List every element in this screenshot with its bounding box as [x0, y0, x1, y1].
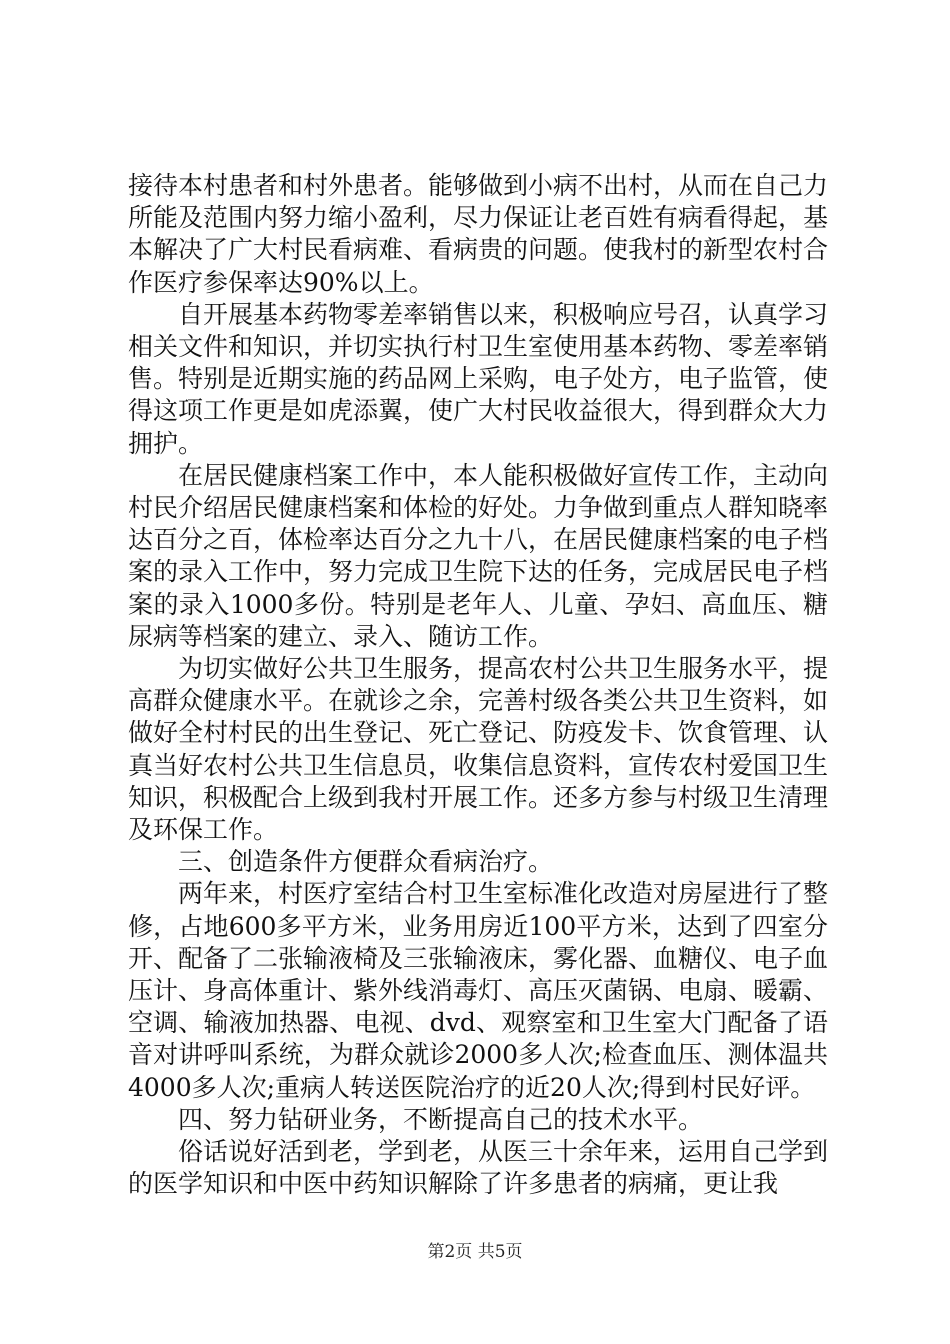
section-heading-4: 四、努力钻研业务，不断提高自己的技术水平。	[178, 1104, 704, 1134]
paragraph-5: 两年来，村医疗室结合村卫生室标准化改造对房屋进行了整修，占地600多平方米，业务用房近100平方米，达到了四室分开、配备了二张输液椅及三张输液床，雾化器、血糖仪、电子血压计、身高体重计、紫外线消毒灯、高压灭菌锅、电扇、暖霸、空调、输液加热器、电视、dvd、观察室和卫生室大门配备了语音对讲呼叫系统，为群众就诊2000多人次;检查血压、测体温共4000多人次;重病人转送医院治疗的近20人次;得到村民好评。	[128, 879, 829, 1102]
paragraph-3: 在居民健康档案工作中，本人能积极做好宣传工作，主动向村民介绍居民健康档案和体检的好处。力争做到重点人群知晓率达百分之百，体检率达百分之九十八，在居民健康档案的电子档案的录入工作中，努力完成卫生院下达的任务，完成居民电子档案的录入1000多份。特别是老年人、儿童、孕妇、高血压、糖尿病等档案的建立、录入、随访工作。	[128, 460, 829, 651]
page-footer: 第2页 共5页	[427, 1242, 523, 1262]
body-text	[128, 170, 828, 1201]
paragraph-6: 俗话说好活到老，学到老，从医三十余年来，运用自己学到的医学知识和中医中药知识解除了许多患者的病痛，更让我	[128, 1137, 829, 1199]
paragraph-4: 为切实做好公共卫生服务，提高农村公共卫生服务水平，提高群众健康水平。在就诊之余，完善村级各类公共卫生资料，如做好全村村民的出生登记、死亡登记、防疫发卡、饮食管理、认真当好农村公共卫生信息员，收集信息资料，宣传农村爱国卫生知识，积极配合上级到我村开展工作。还多方参与村级卫生清理及环保工作。	[128, 654, 829, 845]
section-heading-3: 三、创造条件方便群众看病治疗。	[178, 847, 554, 877]
paragraph-2: 自开展基本药物零差率销售以来，积极响应号召，认真学习相关文件和知识，并切实执行村卫生室使用基本药物、零差率销售。特别是近期实施的药品网上采购，电子处方，电子监管，使得这项工作更是如虎添翼，使广大村民收益很大，得到群众大力拥护。	[128, 299, 829, 458]
paragraph-1: 接待本村患者和村外患者。能够做到小病不出村，从而在自己力所能及范围内努力缩小盈利，尽力保证让老百姓有病看得起，基本解决了广大村民看病难、看病贵的问题。使我村的新型农村合作医疗参保率达90%以上。	[128, 171, 829, 297]
